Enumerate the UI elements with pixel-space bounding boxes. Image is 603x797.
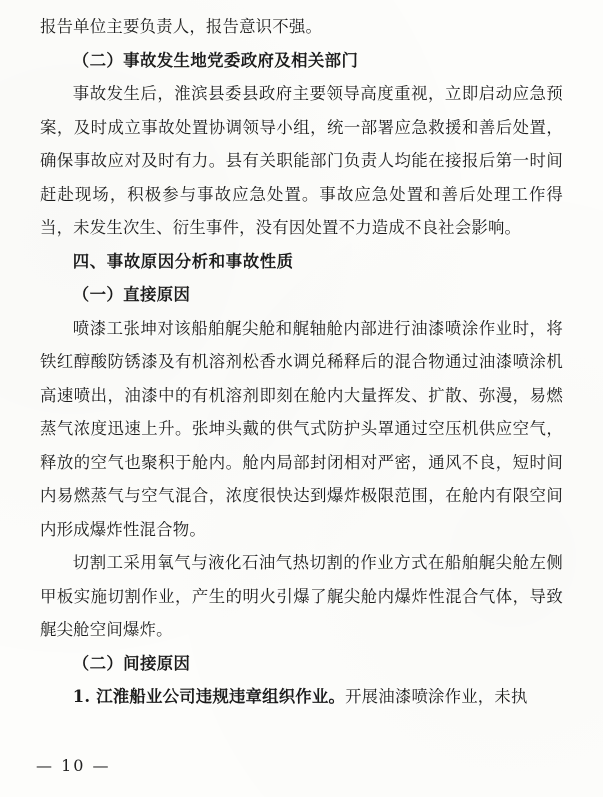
- section-subheading-2-2: （二）事故发生地党委政府及相关部门: [72, 50, 359, 70]
- paragraph-continuation: 报告单位主要负责人，报告意识不强。: [40, 17, 323, 36]
- section-subheading-4-1: （一）直接原因: [72, 285, 191, 304]
- page-footer: [0, 756, 603, 775]
- paragraph-direct-cause-cutting: 切割工采用氧气与液化石油气热切割的作业方式在船舶艉尖舱左侧甲板实施切割作业，产生的明火引爆了艉尖舱内爆炸性混合气体，导致艉尖舱空间爆炸。: [40, 553, 563, 639]
- paragraph-emergency-response: 事故发生后，淮滨县委县政府主要领导高度重视，立即启动应急预案，及时成立事故处置协调领导小组，统一部署应急救援和善后处置，确保事故应对及时有力。县有关职能部门负责人均能在接报后第一时间赶赴现场，积极参与事故应急处置。事故应急处置和善后处理工作得当，未发生次生、衍生事件，没有因处置不力造成不良社会影响。: [40, 84, 563, 237]
- section-subheading-4-2: （二）间接原因: [72, 653, 191, 673]
- numbered-item-1-text: 开展油漆喷涂作业，未执: [345, 687, 528, 706]
- page-number: — 10 —: [36, 756, 111, 775]
- paragraph-direct-cause-spray: 喷漆工张坤对该船舶艉尖舱和艉轴舱内部进行油漆喷涂作业时，将铁红醇酸防锈漆及有机溶剂松香水调兑稀释后的混合物通过油漆喷涂机高速喷出，油漆中的有机溶剂即刻在舱内大量挥发、扩散、弥漫，易燃蒸气浓度迅速上升。张坤头戴的供气式防护头罩通过空压机供应空气，释放的空气也聚积于舱内。舱内局部封闭相对严密，通风不良，短时间内易燃蒸气与空气混合，浓度很快达到爆炸极限范围，在舱内有限空间内形成爆炸性混合物。: [40, 318, 563, 539]
- section-heading-4: 四、事故原因分析和事故性质: [72, 251, 294, 271]
- document-body: [40, 10, 563, 714]
- numbered-item-1-lead: 1. 江淮船业公司违规违章组织作业。: [72, 687, 346, 706]
- numbered-item-1: [40, 680, 563, 714]
